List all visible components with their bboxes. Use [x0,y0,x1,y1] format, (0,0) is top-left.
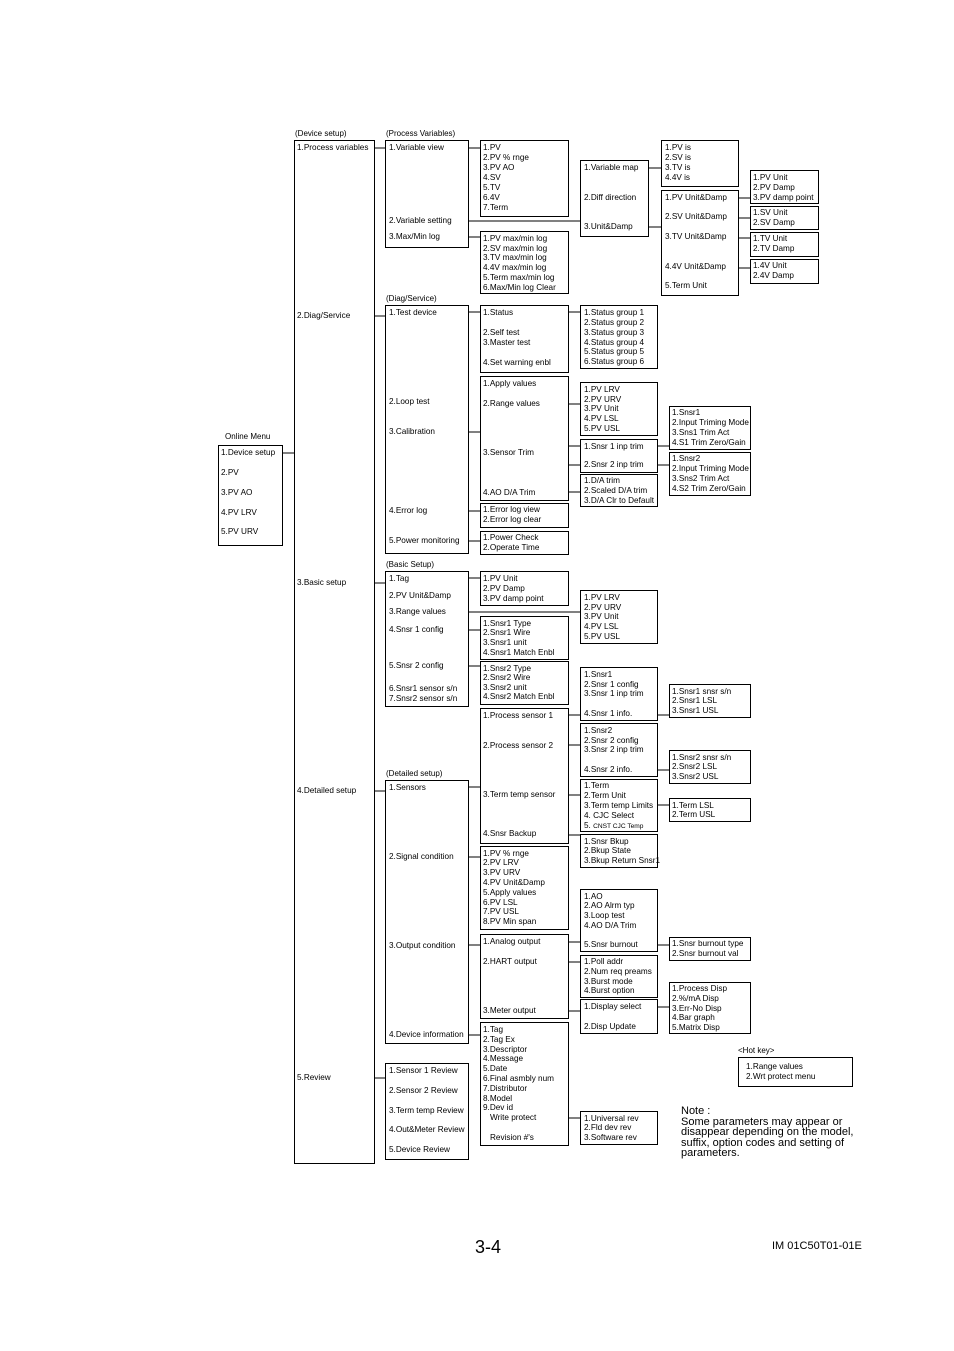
menu-item[interactable]: 1.Power Check [483,533,539,542]
menu-item-number: 5. [584,821,591,830]
menu-item[interactable]: 2.Num req preams [584,967,652,976]
menu-item[interactable]: 1.Universal rev [584,1114,639,1123]
menu-item[interactable]: 5.Review [297,1073,331,1082]
variable-view-box [480,140,569,217]
menu-item[interactable]: 2.HART output [483,957,537,966]
menu-item[interactable]: 1.Snsr1 [584,670,613,679]
process-sensor1-box [580,667,658,721]
menu-item[interactable]: 3.Term temp sensor [483,790,556,799]
menu-item[interactable]: 3.PV Unit [584,404,619,413]
menu-item[interactable]: 3.Err-No Disp [672,1004,722,1013]
menu-item[interactable]: 2.Signal condition [389,852,454,861]
pv-unit-damp-box [750,170,819,204]
device-information-box [480,1022,569,1146]
menu-item[interactable]: 2.Snsr1 LSL [672,696,718,705]
online-menu-box [218,445,283,546]
menu-item[interactable]: 2.Wrt protect menu [746,1072,816,1081]
menu-item[interactable]: 4.Snsr Backup [483,829,537,838]
menu-item[interactable]: 4.Status group 4 [584,338,645,347]
menu-item[interactable]: 1.Term LSL [672,801,714,810]
hart-output-box [580,955,658,998]
menu-item[interactable]: 4.PV LSL [584,622,619,631]
document-id: IM 01C50T01-01E [772,1240,862,1252]
menu-item[interactable]: 5.Date [483,1064,508,1073]
menu-item[interactable]: 3.PV damp point [483,594,544,603]
menu-item[interactable]: 5.PV USL [584,424,620,433]
menu-item[interactable]: 2.Process sensor 2 [483,741,554,750]
process-sensor2-box [580,723,658,777]
snsr-burnout-box [669,937,751,961]
menu-item[interactable]: 1.Snsr1 snsr s/n [672,687,732,696]
menu-item[interactable]: 2.%/mA Disp [672,994,719,1003]
menu-item[interactable]: 1.Poll addr [584,957,624,966]
menu-item[interactable]: 1.D/A trim [584,476,620,485]
menu-item-small-label: CNST CJC Temp [593,823,644,830]
menu-item[interactable]: 4.S1 Trim Zero/Gain [672,438,746,447]
menu-item[interactable]: 5.PV USL [584,632,620,641]
menu-item[interactable]: 1.Snsr2 [584,726,613,735]
menu-item[interactable]: 3.Output condition [389,941,456,950]
menu-item[interactable]: 1.Range values [746,1062,803,1071]
menu-item[interactable]: 5.Status group 5 [584,347,645,356]
menu-item[interactable]: 8.Model [483,1094,513,1103]
menu-item[interactable]: 4.Error log [389,506,428,515]
menu-item[interactable]: 7.PV USL [483,907,519,916]
menu-item[interactable]: 3.Sns1 Trim Act [672,428,730,437]
caption-diag-service: (Diag/Service) [386,294,437,303]
menu-item[interactable]: 4.AO D/A Trim [584,921,637,930]
menu-item[interactable]: 1.Variable view [389,143,444,152]
menu-item[interactable]: 2.Snsr 2 config [584,736,639,745]
menu-item[interactable]: 1.Error log view [483,505,540,514]
menu-item[interactable]: 5.TV [483,183,501,192]
menu-item[interactable]: 3.PV Unit [584,612,619,621]
menu-item[interactable]: 2.PV Unit&Damp [389,591,451,600]
menu-item[interactable]: 1.Process variables [297,143,369,152]
test-device-box [480,305,569,373]
menu-item[interactable]: 2.Fld dev rev [584,1123,632,1132]
menu-item[interactable]: Write protect [490,1113,537,1122]
calibration-box [480,376,569,501]
menu-item[interactable]: 1.PV Unit [753,173,788,182]
menu-item[interactable]: 2.Input Triming Mode [672,464,749,473]
menu-item[interactable]: 3.Status group 3 [584,328,645,337]
page-number: 3-4 [475,1237,502,1257]
menu-item[interactable]: 3.Snsr 1 inp trim [584,689,644,698]
process-variables-box [385,140,469,248]
menu-item[interactable]: 1.PV max/min log [483,234,548,243]
menu-item[interactable]: 1.PV Unit [483,574,518,583]
menu-item[interactable]: 5.Device Review [389,1145,450,1154]
menu-item[interactable]: 4.Out&Meter Review [389,1125,465,1134]
menu-item[interactable]: 2.PV Damp [483,584,525,593]
term-temp-limits-box [669,798,751,822]
menu-item[interactable]: 3.Term temp Limits [584,801,654,810]
menu-item[interactable]: 1.Status group 1 [584,308,645,317]
snsr2-info-box [669,750,751,784]
menu-item[interactable]: 3.Meter output [483,1006,536,1015]
menu-item[interactable]: 4.AO D/A Trim [483,488,536,497]
snsr1-inp-trim-box [669,406,751,450]
snsr1-config-box [480,616,569,660]
menu-item[interactable]: 3.Loop test [584,911,625,920]
menu-item[interactable]: 6.Final asmbly num [483,1074,554,1083]
menu-item[interactable]: 2.Sensor 2 Review [389,1086,458,1095]
menu-item[interactable]: 3.TV Unit&Damp [665,232,727,241]
menu-item[interactable]: 3.PV AO [483,163,515,172]
menu-item[interactable]: 3.Software rev [584,1133,637,1142]
menu-item[interactable]: 2.Diag/Service [297,311,351,320]
menu-item[interactable]: 1.Process Disp [672,984,728,993]
menu-item[interactable]: 1.AO [584,892,603,901]
menu-item[interactable]: 5.Snsr 2 config [389,661,444,670]
menu-item[interactable]: 3.Snsr1 unit [483,638,527,647]
status-box [580,305,658,369]
menu-item[interactable]: 5.Apply values [483,888,537,897]
menu-item[interactable]: 1.Apply values [483,379,537,388]
snsr1-info-box [669,684,751,718]
menu-item[interactable]: 1.Snsr2 [672,454,701,463]
menu-item[interactable]: 5.Term Unit [665,281,707,290]
review-box [385,1063,469,1160]
snsr-backup-box [580,834,661,868]
menu-item[interactable]: 2.Diff direction [584,193,637,202]
4v-unit-damp-box [750,259,819,284]
menu-item[interactable]: 1.Term [584,781,610,790]
sensors-box [480,708,569,844]
note-line: parameters. [681,1147,740,1159]
menu-item[interactable]: 3.Bkup Return Snsr1 [584,856,661,865]
ao-da-trim-box [580,474,658,507]
basic-range-values-box [580,590,658,644]
menu-item[interactable]: 3.Snsr 2 inp trim [584,745,644,754]
menu-item[interactable]: 2.Disp Update [584,1022,636,1031]
menu-item[interactable]: 1.SV Unit [753,208,788,217]
menu-item[interactable]: 2.SV is [665,153,691,162]
menu-item[interactable]: 1.Display select [584,1002,642,1011]
menu-item[interactable]: 2.Term USL [672,810,716,819]
menu-item[interactable]: 1.TV Unit [753,234,788,243]
menu-item[interactable]: 4.Set warning enbl [483,358,551,367]
menu-item[interactable]: Revision #'s [490,1133,534,1142]
note-line: suffix, option codes and setting of [681,1137,845,1149]
menu-item[interactable]: 1.Snsr2 snsr s/n [672,753,732,762]
menu-item[interactable]: 6.Snsr1 sensor s/n [389,684,458,693]
menu-item[interactable]: 8.PV Min span [483,917,537,926]
menu-item[interactable]: 4.Device information [389,1030,464,1039]
menu-item[interactable]: 1.Status [483,308,514,317]
menu-item[interactable]: 1.Process sensor 1 [483,711,554,720]
menu-item[interactable]: 2.SV Unit&Damp [665,212,727,221]
menu-item[interactable] [584,821,643,832]
detailed-setup-box [385,780,469,1044]
menu-item[interactable]: 4.PV LRV [221,508,257,517]
menu-item[interactable]: 2.Range values [483,399,540,408]
menu-item[interactable]: 3.Master test [483,338,531,347]
menu-item[interactable]: 1.4V Unit [753,261,787,270]
menu-item[interactable]: 3.Calibration [389,427,435,436]
menu-item[interactable]: 1.Sensor 1 Review [389,1066,458,1075]
menu-item[interactable]: 4.Detailed setup [297,786,357,795]
menu-item[interactable]: 2.Snsr 1 config [584,680,639,689]
menu-item[interactable]: 1.Tag [389,574,410,583]
menu-item[interactable]: 2.PV [221,468,239,477]
menu-item[interactable]: 3.TV max/min log [483,253,547,262]
menu-item[interactable]: 5.Matrix Disp [672,1023,720,1032]
menu-item[interactable]: 1.Snsr1 Type [483,619,532,628]
menu-item[interactable]: 4.4V Unit&Damp [665,262,726,271]
menu-item[interactable]: 2.Status group 2 [584,318,645,327]
menu-item[interactable]: 3.Sensor Trim [483,448,534,457]
menu-item[interactable]: 1.Snsr burnout type [672,939,744,948]
menu-item[interactable]: 2.Input Triming Mode [672,418,749,427]
range-values-cal-box [580,382,658,436]
term-temp-sensor-box [580,779,658,832]
menu-item[interactable]: 3.Term temp Review [389,1106,464,1115]
display-select-box [669,982,751,1034]
menu-item[interactable]: 3.Descriptor [483,1045,528,1054]
menu-item[interactable]: 2.SV max/min log [483,244,548,253]
menu-item[interactable]: 1.PV LRV [584,593,620,602]
menu-item[interactable]: 3.PV URV [483,868,521,877]
menu-item[interactable]: 6.PV LSL [483,898,518,907]
menu-item[interactable]: 4. CJC Select [584,811,635,820]
power-monitoring-box [480,531,569,555]
menu-item[interactable]: 1.Sensors [389,783,426,792]
menu-item[interactable]: 4.Snsr 1 config [389,625,444,634]
variable-setting-box [580,160,649,237]
menu-item[interactable]: 4.PV LSL [584,414,619,423]
menu-item[interactable]: 4.Snsr 1 info. [584,709,633,718]
menu-item[interactable]: 3.Snsr2 unit [483,683,527,692]
menu-item[interactable]: 2.PV % rnge [483,153,529,162]
error-log-box [480,503,569,528]
revision-box [580,1111,658,1145]
menu-item[interactable]: 2.Snsr burnout val [672,949,739,958]
meter-output-box [580,999,658,1034]
menu-item[interactable]: 9.Dev id [483,1103,514,1112]
max-min-log-box [480,231,569,294]
menu-item[interactable]: 4.Snsr2 Match Enbl [483,692,555,701]
unit-damp-box [661,190,739,296]
menu-item[interactable]: 1.Snsr2 Type [483,664,532,673]
menu-item[interactable]: 2.Term Unit [584,791,626,800]
menu-item[interactable]: 5.Power monitoring [389,536,460,545]
sensor-trim-box [580,439,658,473]
snsr2-config-box [480,661,569,705]
menu-item[interactable]: 1.PV [483,143,501,152]
menu-item[interactable]: 1.Snsr1 [672,408,701,417]
signal-condition-box [480,846,569,930]
menu-item[interactable]: 2.Error log clear [483,515,542,524]
menu-item[interactable]: 5.Term max/min log [483,273,555,282]
menu-item[interactable]: 4.Bar graph [672,1013,715,1022]
menu-item[interactable]: 1.Test device [389,308,437,317]
output-condition-box [480,934,569,1019]
menu-item[interactable]: 4.Snsr 2 info. [584,765,633,774]
caption-hot-key: <Hot key> [738,1046,775,1055]
snsr2-inp-trim-box [669,452,751,496]
menu-item[interactable]: 1.PV % rnge [483,849,529,858]
diag-service-box [385,305,469,554]
menu-item[interactable]: 4.PV Unit&Damp [483,878,545,887]
analog-output-box [580,889,658,952]
menu-item[interactable]: 6.Status group 6 [584,357,645,366]
menu-item[interactable]: 7.Term [483,203,509,212]
menu-item[interactable]: 2.Snsr 2 inp trim [584,460,644,469]
basic-setup-box [385,571,469,707]
menu-item[interactable]: 1.Snsr 1 inp trim [584,442,644,451]
menu-item[interactable]: 4.SV [483,173,501,182]
menu-item[interactable]: 2.Snsr2 LSL [672,762,718,771]
menu-item[interactable]: 2.4V Damp [753,271,794,280]
caption-detailed-setup: (Detailed setup) [386,769,443,778]
menu-item[interactable]: 3.Snsr1 USL [672,706,719,715]
sv-unit-damp-box [750,206,819,230]
menu-item[interactable]: 6.Max/Min log Clear [483,283,556,292]
menu-item[interactable]: 2.Scaled D/A trim [584,486,648,495]
caption-basic-setup: (Basic Setup) [386,560,435,569]
menu-item[interactable]: 1.Variable map [584,163,639,172]
menu-item[interactable]: 6.4V [483,193,500,202]
menu-item[interactable]: 1.Device setup [221,448,276,457]
note-line: disappear depending on the model, [681,1126,854,1138]
menu-item[interactable]: 3.Burst mode [584,977,633,986]
menu-item[interactable]: 4.Burst option [584,986,635,995]
menu-item[interactable]: 3.Snsr2 USL [672,772,719,781]
menu-item[interactable]: 4.4V max/min log [483,263,547,272]
note-title: Note : [681,1105,711,1117]
menu-item[interactable]: 1.Analog output [483,937,541,946]
menu-item[interactable]: 2.PV URV [584,395,622,404]
menu-item[interactable]: 2.Loop test [389,397,430,406]
menu-item[interactable]: 1.PV is [665,143,691,152]
caption-device-setup: (Device setup) [295,129,347,138]
menu-item[interactable]: 2.PV URV [584,603,622,612]
menu-item[interactable]: 4.4V is [665,173,691,182]
caption-online-menu: Online Menu [225,432,271,441]
menu-item[interactable]: 2.PV Damp [753,183,795,192]
menu-item[interactable]: 2.SV Damp [753,218,795,227]
menu-item[interactable]: 5.PV URV [221,527,259,536]
menu-item[interactable]: 2.Variable setting [389,216,452,225]
caption-process-variables: (Process Variables) [386,129,456,138]
menu-item[interactable]: 2.Snsr2 Wire [483,673,531,682]
menu-item[interactable]: 7.Snsr2 sensor s/n [389,694,458,703]
menu-item[interactable]: 2.Bkup State [584,846,631,855]
menu-item[interactable]: 2.AO Alrm typ [584,901,635,910]
menu-item[interactable]: 5.Snsr burnout [584,940,638,949]
menu-item[interactable]: 2.PV LRV [483,858,519,867]
menu-item[interactable]: 1.PV Unit&Damp [665,193,727,202]
menu-item[interactable]: 4.Message [483,1054,524,1063]
menu-item[interactable]: 3.Range values [389,607,446,616]
device-setup-box [294,140,375,1164]
menu-item[interactable]: 3.Sns2 Trim Act [672,474,730,483]
menu-item[interactable]: 7.Distributor [483,1084,528,1093]
menu-item[interactable]: 2.Snsr1 Wire [483,628,531,637]
menu-item[interactable]: 1.Snsr Bkup [584,837,629,846]
menu-item[interactable]: 2.Operate Time [483,543,540,552]
menu-item[interactable]: 3.Basic setup [297,578,347,587]
menu-item[interactable]: 3.PV damp point [753,193,814,202]
menu-item[interactable]: 3.Max/Min log [389,232,440,241]
menu-item[interactable]: 3.D/A Clr to Default [584,496,655,505]
note-line: Some parameters may appear or [681,1116,843,1128]
menu-item[interactable]: 3.PV AO [221,488,253,497]
menu-item[interactable]: 2.TV Damp [753,244,795,253]
menu-item[interactable]: 3.Unit&Damp [584,222,633,231]
menu-item[interactable]: 4.S2 Trim Zero/Gain [672,484,746,493]
tv-unit-damp-box [750,232,819,257]
menu-item[interactable]: 3.TV is [665,163,691,172]
menu-item[interactable]: 1.Tag [483,1025,504,1034]
menu-item[interactable]: 2.Tag Ex [483,1035,515,1044]
basic-pv-unit-damp-box [480,571,569,606]
hot-key-box [738,1057,853,1087]
menu-item[interactable]: 1.PV LRV [584,385,620,394]
menu-item[interactable]: 4.Snsr1 Match Enbl [483,648,555,657]
variable-map-box [661,140,739,187]
menu-item[interactable]: 2.Self test [483,328,520,337]
